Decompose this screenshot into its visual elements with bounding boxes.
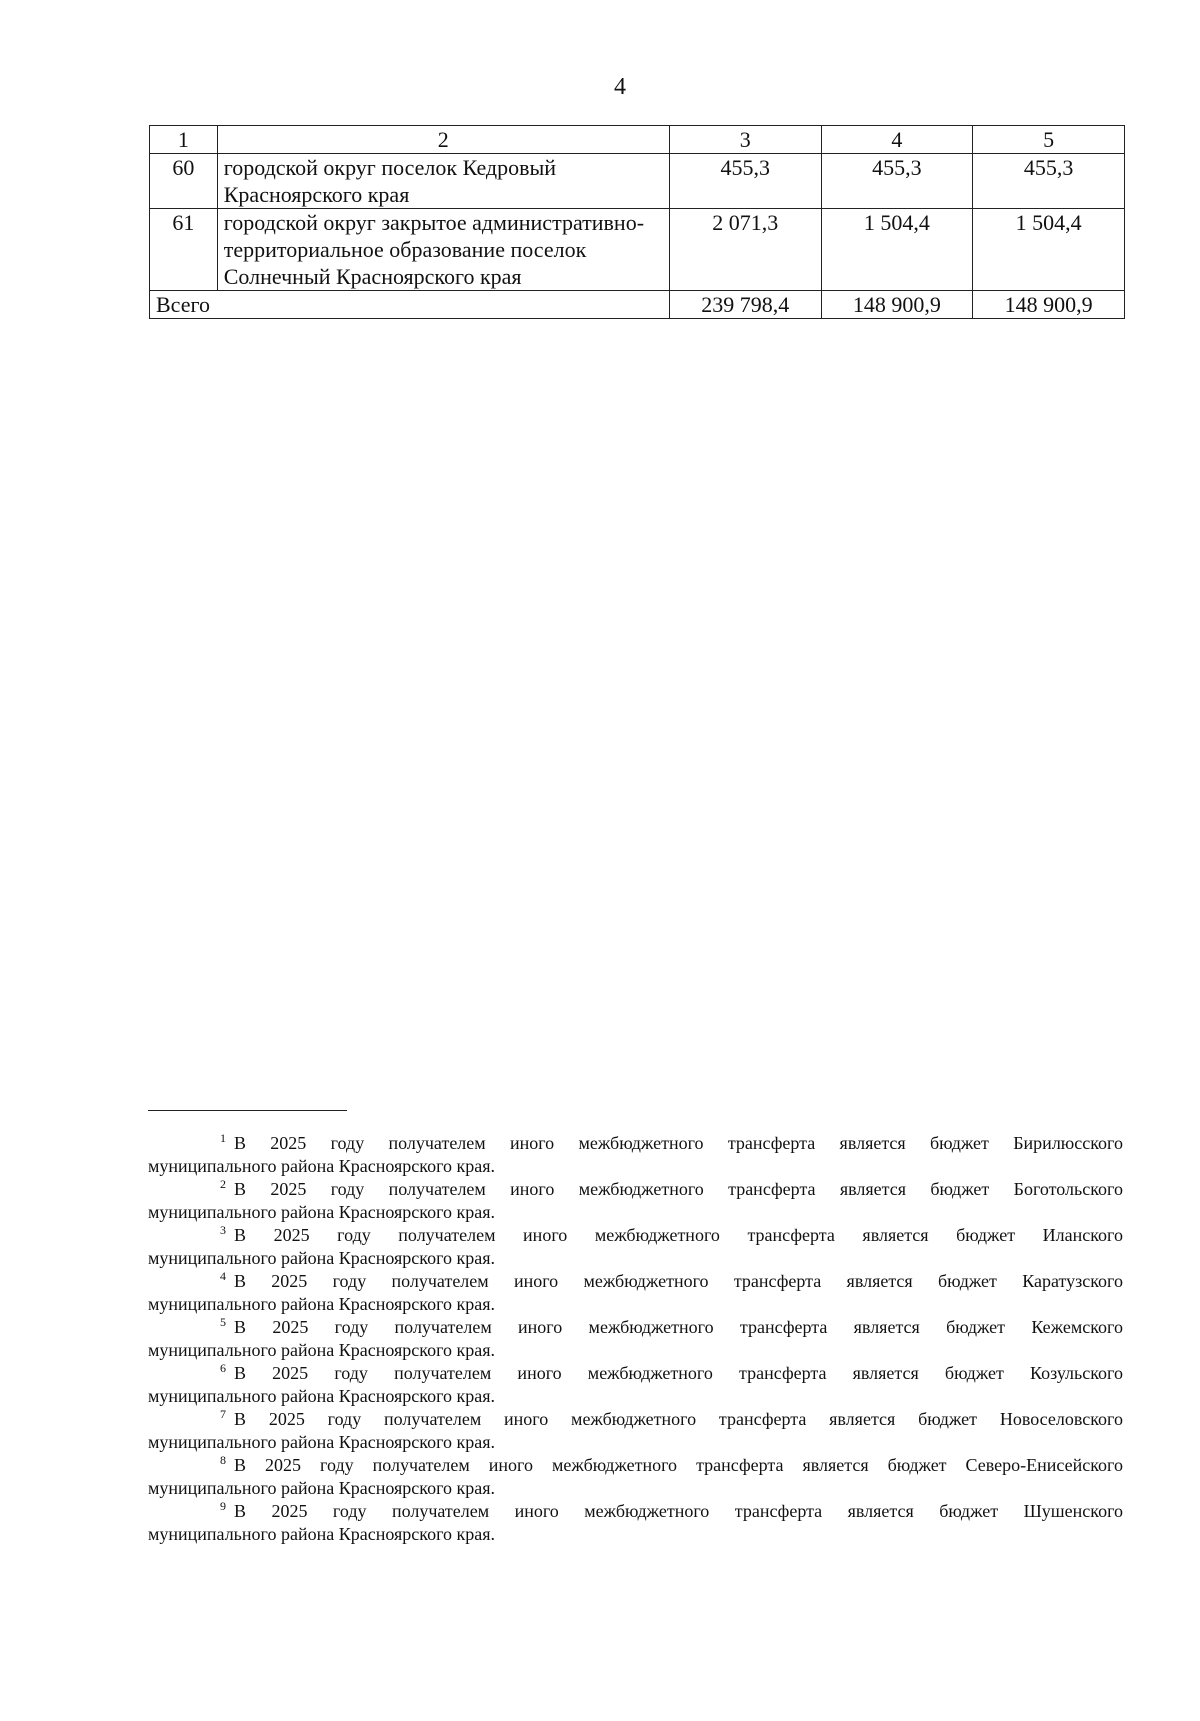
footnote-text-continued: муниципального района Красноярского края. bbox=[148, 1156, 496, 1176]
footnote bbox=[148, 1454, 1123, 1500]
footnote-text-continued: муниципального района Красноярского края. bbox=[148, 1432, 496, 1452]
total-col-3: 239 798,4 bbox=[669, 291, 821, 319]
table-row bbox=[150, 209, 1125, 291]
column-number-5: 5 bbox=[973, 126, 1125, 154]
footnote-text: В 2025 году получателем иного межбюджетного трансферта является бюджет Шушенского bbox=[234, 1501, 1123, 1521]
footnote bbox=[148, 1500, 1123, 1546]
footnote-mark: 1 bbox=[220, 1131, 226, 1145]
footnote bbox=[148, 1408, 1123, 1454]
footnote-text: В 2025 году получателем иного межбюджетного трансферта является бюджет Северо-Енисейского bbox=[234, 1455, 1123, 1475]
footnote-text: В 2025 году получателем иного межбюджетного трансферта является бюджет Каратузского bbox=[234, 1271, 1123, 1291]
footnote-text-continued: муниципального района Красноярского края. bbox=[148, 1294, 496, 1314]
value-col-5: 455,3 bbox=[973, 154, 1125, 209]
footnote-text-continued: муниципального района Красноярского края. bbox=[148, 1524, 496, 1544]
value-col-4: 1 504,4 bbox=[821, 209, 973, 291]
footnote-separator bbox=[148, 1110, 347, 1111]
total-label: Всего bbox=[150, 291, 670, 319]
footnote-mark: 5 bbox=[220, 1315, 226, 1329]
column-number-2: 2 bbox=[217, 126, 669, 154]
footnote-mark: 4 bbox=[220, 1269, 226, 1283]
footnote-text: В 2025 году получателем иного межбюджетного трансферта является бюджет Новоселовского bbox=[234, 1409, 1123, 1429]
footnote bbox=[148, 1178, 1123, 1224]
footnote-mark: 9 bbox=[220, 1499, 226, 1513]
page-number: 4 bbox=[614, 74, 626, 100]
footnote-text-continued: муниципального района Красноярского края. bbox=[148, 1340, 496, 1360]
footnote-text: В 2025 году получателем иного межбюджетного трансферта является бюджет Бирилюсского bbox=[234, 1133, 1123, 1153]
value-col-3: 455,3 bbox=[669, 154, 821, 209]
total-row bbox=[150, 291, 1125, 319]
footnote-text-continued: муниципального района Красноярского края. bbox=[148, 1202, 496, 1222]
footnote-mark: 6 bbox=[220, 1361, 226, 1375]
footnote-mark: 3 bbox=[220, 1223, 226, 1237]
column-number-3: 3 bbox=[669, 126, 821, 154]
table-row bbox=[150, 154, 1125, 209]
footnote bbox=[148, 1132, 1123, 1178]
footnote-text: В 2025 году получателем иного межбюджетного трансферта является бюджет Козульского bbox=[234, 1363, 1123, 1383]
value-col-5: 1 504,4 bbox=[973, 209, 1125, 291]
total-col-4: 148 900,9 bbox=[821, 291, 973, 319]
footnote bbox=[148, 1224, 1123, 1270]
footnote-mark: 2 bbox=[220, 1177, 226, 1191]
column-number-4: 4 bbox=[821, 126, 973, 154]
footnote bbox=[148, 1316, 1123, 1362]
total-col-5: 148 900,9 bbox=[973, 291, 1125, 319]
value-col-4: 455,3 bbox=[821, 154, 973, 209]
footnotes bbox=[148, 1132, 1123, 1546]
municipality-name: городской округ закрытое административно-территориальное образование поселок Солнечный Красноярского края bbox=[217, 209, 669, 291]
footnote-mark: 7 bbox=[220, 1407, 226, 1421]
table-header-row bbox=[150, 126, 1125, 154]
footnote bbox=[148, 1270, 1123, 1316]
transfer-table bbox=[149, 125, 1125, 319]
row-number: 61 bbox=[150, 209, 218, 291]
footnote-text: В 2025 году получателем иного межбюджетного трансферта является бюджет Иланского bbox=[234, 1225, 1123, 1245]
value-col-3: 2 071,3 bbox=[669, 209, 821, 291]
footnote bbox=[148, 1362, 1123, 1408]
footnote-text-continued: муниципального района Красноярского края. bbox=[148, 1386, 496, 1406]
row-number: 60 bbox=[150, 154, 218, 209]
footnote-text: В 2025 году получателем иного межбюджетного трансферта является бюджет Кежемского bbox=[234, 1317, 1123, 1337]
column-number-1: 1 bbox=[150, 126, 218, 154]
footnote-text: В 2025 году получателем иного межбюджетного трансферта является бюджет Боготольского bbox=[234, 1179, 1123, 1199]
municipality-name: городской округ поселок Кедровый Красноярского края bbox=[217, 154, 669, 209]
footnote-text-continued: муниципального района Красноярского края. bbox=[148, 1248, 496, 1268]
footnote-text-continued: муниципального района Красноярского края. bbox=[148, 1478, 496, 1498]
footnote-mark: 8 bbox=[220, 1453, 226, 1467]
